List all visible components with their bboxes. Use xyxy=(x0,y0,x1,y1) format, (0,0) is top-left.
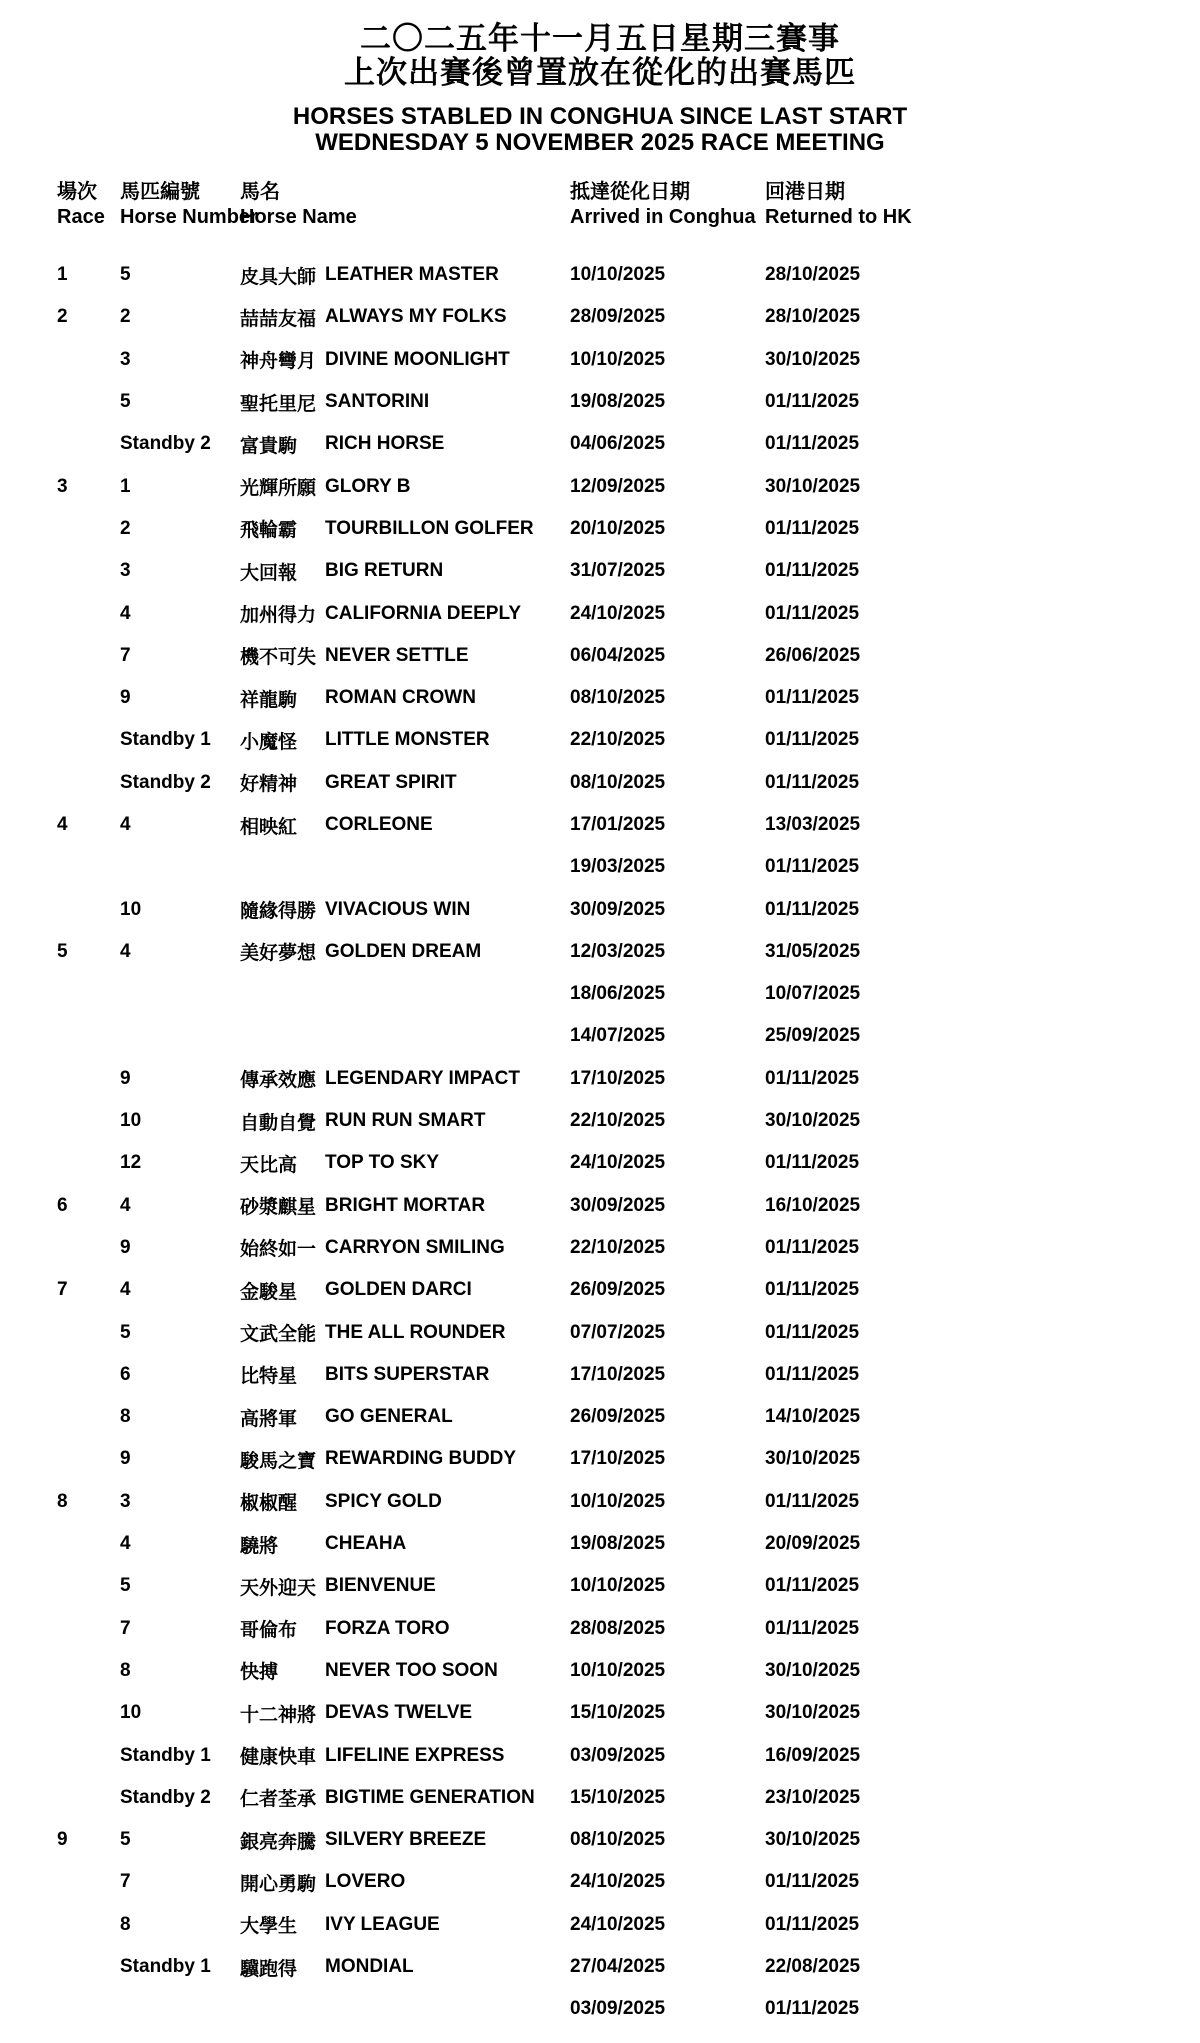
table-row xyxy=(57,1438,1200,1480)
returned-date-cell: 01/11/2025 xyxy=(765,1236,860,1258)
returned-date-cell: 01/11/2025 xyxy=(765,1575,860,1597)
horse-number-cell: Standby 1 xyxy=(120,729,211,751)
table-row xyxy=(57,1565,1200,1607)
table-row xyxy=(57,1269,1200,1311)
horse-number-cell: 4 xyxy=(120,1194,131,1216)
horse-name-en-cell: ALWAYS MY FOLKS xyxy=(325,306,507,328)
table-row xyxy=(57,423,1200,465)
horse-name-en-cell: LEATHER MASTER xyxy=(325,264,499,286)
arrived-date-cell: 19/08/2025 xyxy=(570,391,666,413)
horse-number-cell: Standby 2 xyxy=(120,771,211,793)
horse-name-cn-cell: 富貴駒 xyxy=(240,435,298,457)
table-row xyxy=(57,465,1200,507)
table-row xyxy=(57,1692,1200,1734)
table-row xyxy=(57,1988,1200,2030)
horse-number-cell: 6 xyxy=(120,1363,131,1385)
race-cell: 3 xyxy=(57,475,68,497)
arrived-date-cell: 10/10/2025 xyxy=(570,348,666,370)
horse-name-en-cell: THE ALL ROUNDER xyxy=(325,1321,506,1343)
returned-date-cell: 16/09/2025 xyxy=(765,1744,861,1766)
horse-name-cn-cell: 美好夢想 xyxy=(240,943,317,965)
table-row xyxy=(57,1058,1200,1100)
horse-name-en-cell: LIFELINE EXPRESS xyxy=(325,1744,505,1766)
table-row xyxy=(57,1650,1200,1692)
returned-date-cell: 30/10/2025 xyxy=(765,1448,861,1470)
page-title-english-line2: WEDNESDAY 5 NOVEMBER 2025 RACE MEETING xyxy=(315,129,885,156)
horse-number-cell: 8 xyxy=(120,1659,131,1681)
horse-number-cell: 3 xyxy=(120,348,131,370)
returned-date-cell: 10/07/2025 xyxy=(765,983,861,1005)
page-title-chinese-line2: 上次出賽後曾置放在從化的出賽馬匹 xyxy=(344,55,856,90)
arrived-date-cell: 26/09/2025 xyxy=(570,1406,666,1428)
arrived-date-cell: 18/06/2025 xyxy=(570,983,666,1005)
table-row xyxy=(57,931,1200,973)
returned-date-cell: 01/11/2025 xyxy=(765,560,860,582)
horse-name-cn-cell: 大學生 xyxy=(240,1916,298,1938)
horse-name-en-cell: RUN RUN SMART xyxy=(325,1110,486,1132)
returned-date-cell: 25/09/2025 xyxy=(765,1025,861,1047)
horse-number-cell: 5 xyxy=(120,1321,131,1343)
horse-name-en-cell: DIVINE MOONLIGHT xyxy=(325,348,510,370)
arrived-date-cell: 10/10/2025 xyxy=(570,1575,666,1597)
horse-name-cn-cell: 椒椒醒 xyxy=(240,1493,298,1515)
returned-date-cell: 30/10/2025 xyxy=(765,1702,861,1724)
horse-name-en-cell: GOLDEN DARCI xyxy=(325,1279,472,1301)
column-header-horse-number xyxy=(120,180,258,230)
horse-name-en-cell: BIG RETURN xyxy=(325,560,444,582)
race-cell: 2 xyxy=(57,306,68,328)
arrived-date-cell: 03/09/2025 xyxy=(570,1744,666,1766)
horse-name-en-cell: CHEAHA xyxy=(325,1533,407,1555)
table-header xyxy=(57,180,1200,230)
horse-name-cn-cell: 聖托里尼 xyxy=(240,393,317,415)
returned-date-cell: 01/11/2025 xyxy=(765,1998,860,2020)
horse-name-en-cell: RICH HORSE xyxy=(325,433,445,455)
horse-name-cn-cell: 機不可失 xyxy=(240,647,317,669)
column-header-returned xyxy=(765,180,945,230)
returned-date-cell: 01/11/2025 xyxy=(765,1067,860,1089)
table-row xyxy=(57,1100,1200,1142)
horse-name-en-cell: LOVERO xyxy=(325,1871,406,1893)
table-row xyxy=(57,1777,1200,1819)
title-spacer xyxy=(0,90,1200,104)
race-cell: 4 xyxy=(57,814,68,835)
table-row xyxy=(57,719,1200,761)
horse-name-en-cell: BRIGHT MORTAR xyxy=(325,1194,486,1216)
table-row xyxy=(57,550,1200,592)
table-row xyxy=(57,1396,1200,1438)
column-header-race-cn: 場次 xyxy=(57,181,97,203)
horse-name-cn-cell: 文武全能 xyxy=(240,1324,317,1346)
table-row xyxy=(57,508,1200,550)
horse-name-en-cell: GO GENERAL xyxy=(325,1406,453,1428)
returned-date-cell: 30/10/2025 xyxy=(765,475,861,497)
returned-date-cell: 28/10/2025 xyxy=(765,264,861,286)
horse-name-cn-cell: 傳承效應 xyxy=(240,1070,317,1092)
horse-name-en-cell: SANTORINI xyxy=(325,391,430,413)
horse-number-cell: 4 xyxy=(120,602,131,624)
returned-date-cell: 23/10/2025 xyxy=(765,1786,861,1808)
returned-date-cell: 01/11/2025 xyxy=(765,729,860,751)
race-cell: 9 xyxy=(57,1829,68,1851)
returned-date-cell: 31/05/2025 xyxy=(765,940,861,962)
horse-name-en-cell: CORLEONE xyxy=(325,814,433,835)
horse-name-en-cell: TOP TO SKY xyxy=(325,1152,440,1174)
returned-date-cell: 20/09/2025 xyxy=(765,1533,861,1555)
horse-name-cn-cell: 加州得力 xyxy=(240,605,317,627)
page-title-chinese-line1: 二〇二五年十一月五日星期三賽事 xyxy=(360,21,840,56)
horse-number-cell: 9 xyxy=(120,1236,131,1258)
table-row xyxy=(57,1819,1200,1861)
horse-name-en-cell: REWARDING BUDDY xyxy=(325,1448,517,1470)
horse-number-cell: 10 xyxy=(120,898,142,920)
horse-name-cn-cell: 哥倫布 xyxy=(240,1620,298,1642)
horse-name-cn-cell: 驥跑得 xyxy=(240,1958,298,1980)
arrived-date-cell: 22/10/2025 xyxy=(570,729,666,751)
table-row xyxy=(57,592,1200,634)
returned-date-cell: 30/10/2025 xyxy=(765,1110,861,1132)
arrived-date-cell: 08/10/2025 xyxy=(570,1829,666,1851)
horse-name-cn-cell: 大回報 xyxy=(240,562,298,584)
horse-number-cell: 12 xyxy=(120,1152,142,1174)
horse-name-en-cell: SILVERY BREEZE xyxy=(325,1829,487,1851)
horse-name-cn-cell: 皮具大師 xyxy=(240,266,317,288)
returned-date-cell: 01/11/2025 xyxy=(765,898,860,920)
horse-number-cell: 2 xyxy=(120,517,131,539)
horse-number-cell: Standby 2 xyxy=(120,433,211,455)
arrived-date-cell: 12/09/2025 xyxy=(570,475,666,497)
table-row xyxy=(57,677,1200,719)
column-header-arrived xyxy=(570,180,765,230)
horse-number-cell: 10 xyxy=(120,1110,142,1132)
horse-name-cn-cell: 好精神 xyxy=(240,774,298,796)
returned-date-cell: 01/11/2025 xyxy=(765,1279,860,1301)
horse-name-cn-cell: 高將軍 xyxy=(240,1408,298,1430)
horse-number-cell: 5 xyxy=(120,391,131,413)
returned-date-cell: 01/11/2025 xyxy=(765,1363,860,1385)
column-header-horse-name xyxy=(240,180,570,230)
horse-name-cn-cell: 快搏 xyxy=(240,1662,279,1684)
horse-name-en-cell: GLORY B xyxy=(325,475,411,497)
arrived-date-cell: 08/10/2025 xyxy=(570,687,666,709)
table-row xyxy=(57,1227,1200,1269)
race-cell: 5 xyxy=(57,940,68,962)
race-cell: 6 xyxy=(57,1194,68,1216)
column-header-returned-en: Returned to HK xyxy=(765,206,912,228)
returned-date-cell: 01/11/2025 xyxy=(765,1490,860,1512)
table-row xyxy=(57,1142,1200,1184)
arrived-date-cell: 28/09/2025 xyxy=(570,306,666,328)
returned-date-cell: 30/10/2025 xyxy=(765,1659,861,1681)
horse-name-en-cell: BIENVENUE xyxy=(325,1575,436,1597)
arrived-date-cell: 10/10/2025 xyxy=(570,1659,666,1681)
table-body xyxy=(57,254,1200,2030)
race-cell: 7 xyxy=(57,1279,68,1301)
horse-name-cn-cell: 健康快車 xyxy=(240,1747,317,1769)
horse-name-cn-cell: 十二神將 xyxy=(240,1704,317,1726)
horse-name-en-cell: SPICY GOLD xyxy=(325,1490,442,1512)
horse-number-cell: 9 xyxy=(120,1448,131,1470)
arrived-date-cell: 26/09/2025 xyxy=(570,1279,666,1301)
horse-number-cell: 7 xyxy=(120,1617,131,1639)
table-row xyxy=(57,846,1200,888)
horse-name-cn-cell: 始終如一 xyxy=(240,1239,317,1261)
horse-number-cell: 4 xyxy=(120,814,131,835)
horse-name-cn-cell: 天外迎天 xyxy=(240,1577,317,1599)
table-row xyxy=(57,1946,1200,1988)
arrived-date-cell: 15/10/2025 xyxy=(570,1786,666,1808)
horse-number-cell: 10 xyxy=(120,1702,142,1724)
table-row xyxy=(57,973,1200,1015)
column-header-returned-cn: 回港日期 xyxy=(765,181,845,203)
horse-name-cn-cell: 光輝所願 xyxy=(240,478,317,500)
horse-name-en-cell: GOLDEN DREAM xyxy=(325,940,482,962)
arrived-date-cell: 27/04/2025 xyxy=(570,1956,666,1978)
horse-name-cn-cell: 隨緣得勝 xyxy=(240,901,317,923)
arrived-date-cell: 12/03/2025 xyxy=(570,940,666,962)
arrived-date-cell: 31/07/2025 xyxy=(570,560,666,582)
returned-date-cell: 01/11/2025 xyxy=(765,1871,860,1893)
horse-number-cell: 4 xyxy=(120,940,131,962)
table-row xyxy=(57,1904,1200,1946)
race-cell: 8 xyxy=(57,1490,68,1512)
horse-name-en-cell: CARRYON SMILING xyxy=(325,1236,505,1258)
horse-name-en-cell: FORZA TORO xyxy=(325,1617,450,1639)
arrived-date-cell: 19/03/2025 xyxy=(570,856,666,878)
table-row xyxy=(57,1354,1200,1396)
horse-name-en-cell: VIVACIOUS WIN xyxy=(325,898,471,920)
horse-name-en-cell: NEVER SETTLE xyxy=(325,644,469,666)
arrived-date-cell: 24/10/2025 xyxy=(570,1871,666,1893)
arrived-date-cell: 17/01/2025 xyxy=(570,814,666,835)
horse-number-cell: 8 xyxy=(120,1913,131,1935)
arrived-date-cell: 07/07/2025 xyxy=(570,1321,666,1343)
returned-date-cell: 14/10/2025 xyxy=(765,1406,861,1428)
table-row xyxy=(57,254,1200,296)
horse-name-en-cell: TOURBILLON GOLFER xyxy=(325,517,534,539)
horse-number-cell: 5 xyxy=(120,264,131,286)
arrived-date-cell: 20/10/2025 xyxy=(570,517,666,539)
horse-name-en-cell: DEVAS TWELVE xyxy=(325,1702,473,1724)
horse-name-en-cell: NEVER TOO SOON xyxy=(325,1659,498,1681)
returned-date-cell: 30/10/2025 xyxy=(765,1829,861,1851)
table-row xyxy=(57,381,1200,423)
table-row xyxy=(57,339,1200,381)
returned-date-cell: 01/11/2025 xyxy=(765,433,860,455)
horse-name-cn-cell: 比特星 xyxy=(240,1366,298,1388)
table-row xyxy=(57,1523,1200,1565)
horse-number-cell: Standby 1 xyxy=(120,1744,211,1766)
table-row xyxy=(57,888,1200,930)
horse-number-cell: 2 xyxy=(120,306,131,328)
horse-number-cell: Standby 2 xyxy=(120,1786,211,1808)
returned-date-cell: 01/11/2025 xyxy=(765,687,860,709)
arrived-date-cell: 22/10/2025 xyxy=(570,1110,666,1132)
returned-date-cell: 01/11/2025 xyxy=(765,1913,860,1935)
returned-date-cell: 26/06/2025 xyxy=(765,644,861,666)
returned-date-cell: 28/10/2025 xyxy=(765,306,861,328)
column-header-race xyxy=(57,180,120,230)
arrived-date-cell: 17/10/2025 xyxy=(570,1448,666,1470)
column-header-horse-name-en: Horse Name xyxy=(240,206,357,228)
table-row xyxy=(57,1015,1200,1057)
horse-name-en-cell: LITTLE MONSTER xyxy=(325,729,490,751)
horse-name-en-cell: GREAT SPIRIT xyxy=(325,771,457,793)
horse-name-cn-cell: 駿馬之寶 xyxy=(240,1450,317,1472)
column-header-arrived-cn: 抵達從化日期 xyxy=(570,181,690,203)
arrived-date-cell: 03/09/2025 xyxy=(570,1998,666,2020)
horse-name-cn-cell: 仁者荃承 xyxy=(240,1789,317,1811)
returned-date-cell: 01/11/2025 xyxy=(765,1321,860,1343)
horse-number-cell: 8 xyxy=(120,1406,131,1428)
horse-name-cn-cell: 神舟彎月 xyxy=(240,351,317,373)
horse-number-cell: 9 xyxy=(120,687,131,709)
horse-number-cell: 3 xyxy=(120,560,131,582)
horse-name-cn-cell: 祥龍駒 xyxy=(240,689,298,711)
returned-date-cell: 01/11/2025 xyxy=(765,1617,860,1639)
arrived-date-cell: 30/09/2025 xyxy=(570,1194,666,1216)
column-header-horse-number-en: Horse Number xyxy=(120,206,258,228)
arrived-date-cell: 10/10/2025 xyxy=(570,1490,666,1512)
horse-name-cn-cell: 自動自覺 xyxy=(240,1112,317,1134)
arrived-date-cell: 24/10/2025 xyxy=(570,1152,666,1174)
horse-number-cell: 5 xyxy=(120,1829,131,1851)
horse-name-cn-cell: 開心勇駒 xyxy=(240,1873,317,1895)
table-row xyxy=(57,1861,1200,1903)
table-row xyxy=(57,762,1200,804)
returned-date-cell: 13/03/2025 xyxy=(765,814,861,835)
returned-date-cell: 01/11/2025 xyxy=(765,602,860,624)
horse-number-cell: 9 xyxy=(120,1067,131,1089)
horse-name-cn-cell: 相映紅 xyxy=(240,816,298,838)
returned-date-cell: 22/08/2025 xyxy=(765,1956,861,1978)
horse-number-cell: 7 xyxy=(120,644,131,666)
column-header-arrived-en: Arrived in Conghua xyxy=(570,206,756,228)
arrived-date-cell: 17/10/2025 xyxy=(570,1067,666,1089)
returned-date-cell: 01/11/2025 xyxy=(765,391,860,413)
returned-date-cell: 01/11/2025 xyxy=(765,517,860,539)
arrived-date-cell: 30/09/2025 xyxy=(570,898,666,920)
page-title-english-line1: HORSES STABLED IN CONGHUA SINCE LAST START xyxy=(292,103,908,130)
horse-name-cn-cell: 喆喆友福 xyxy=(240,308,317,330)
horse-name-en-cell: ROMAN CROWN xyxy=(325,687,476,709)
horse-name-cn-cell: 驍將 xyxy=(240,1535,279,1557)
horse-name-en-cell: IVY LEAGUE xyxy=(325,1913,440,1935)
horse-number-cell: 5 xyxy=(120,1575,131,1597)
horse-name-cn-cell: 金駿星 xyxy=(240,1281,298,1303)
arrived-date-cell: 06/04/2025 xyxy=(570,644,666,666)
returned-date-cell: 01/11/2025 xyxy=(765,856,860,878)
horse-name-en-cell: CALIFORNIA DEEPLY xyxy=(325,602,522,624)
arrived-date-cell: 08/10/2025 xyxy=(570,771,666,793)
arrived-date-cell: 15/10/2025 xyxy=(570,1702,666,1724)
horse-name-en-cell: BIGTIME GENERATION xyxy=(325,1786,535,1808)
horse-name-cn-cell: 天比高 xyxy=(240,1154,298,1176)
horse-name-cn-cell: 飛輪霸 xyxy=(240,520,298,542)
returned-date-cell: 01/11/2025 xyxy=(765,771,860,793)
horse-number-cell: 4 xyxy=(120,1533,131,1555)
table-row xyxy=(57,296,1200,338)
arrived-date-cell: 22/10/2025 xyxy=(570,1236,666,1258)
table-row xyxy=(57,1481,1200,1523)
race-cell: 1 xyxy=(57,264,68,286)
arrived-date-cell: 28/08/2025 xyxy=(570,1617,666,1639)
column-header-race-en: Race xyxy=(57,206,105,228)
column-header-horse-name-cn: 馬名 xyxy=(240,181,280,203)
horse-name-en-cell: LEGENDARY IMPACT xyxy=(325,1067,520,1089)
horse-number-cell: 7 xyxy=(120,1871,131,1893)
column-header-horse-number-cn: 馬匹編號 xyxy=(120,181,200,203)
arrived-date-cell: 10/10/2025 xyxy=(570,264,666,286)
horse-name-cn-cell: 銀亮奔騰 xyxy=(240,1831,317,1853)
horse-name-en-cell: BITS SUPERSTAR xyxy=(325,1363,490,1385)
returned-date-cell: 16/10/2025 xyxy=(765,1194,861,1216)
table-row xyxy=(57,1608,1200,1650)
horse-number-cell: 3 xyxy=(120,1490,131,1512)
table-row xyxy=(57,1185,1200,1227)
table-row xyxy=(57,1311,1200,1353)
horse-name-cn-cell: 小魔怪 xyxy=(240,731,298,753)
horse-number-cell: Standby 1 xyxy=(120,1956,211,1978)
horse-name-en-cell: MONDIAL xyxy=(325,1956,414,1978)
arrived-date-cell: 24/10/2025 xyxy=(570,1913,666,1935)
arrived-date-cell: 24/10/2025 xyxy=(570,602,666,624)
arrived-date-cell: 04/06/2025 xyxy=(570,433,666,455)
table-row xyxy=(57,804,1200,846)
returned-date-cell: 30/10/2025 xyxy=(765,348,861,370)
arrived-date-cell: 19/08/2025 xyxy=(570,1533,666,1555)
horse-name-cn-cell: 砂漿麒星 xyxy=(240,1197,317,1219)
horse-number-cell: 4 xyxy=(120,1279,131,1301)
table-row xyxy=(57,635,1200,677)
horse-number-cell: 1 xyxy=(120,475,131,497)
returned-date-cell: 01/11/2025 xyxy=(765,1152,860,1174)
arrived-date-cell: 14/07/2025 xyxy=(570,1025,666,1047)
arrived-date-cell: 17/10/2025 xyxy=(570,1363,666,1385)
table-row xyxy=(57,1734,1200,1776)
